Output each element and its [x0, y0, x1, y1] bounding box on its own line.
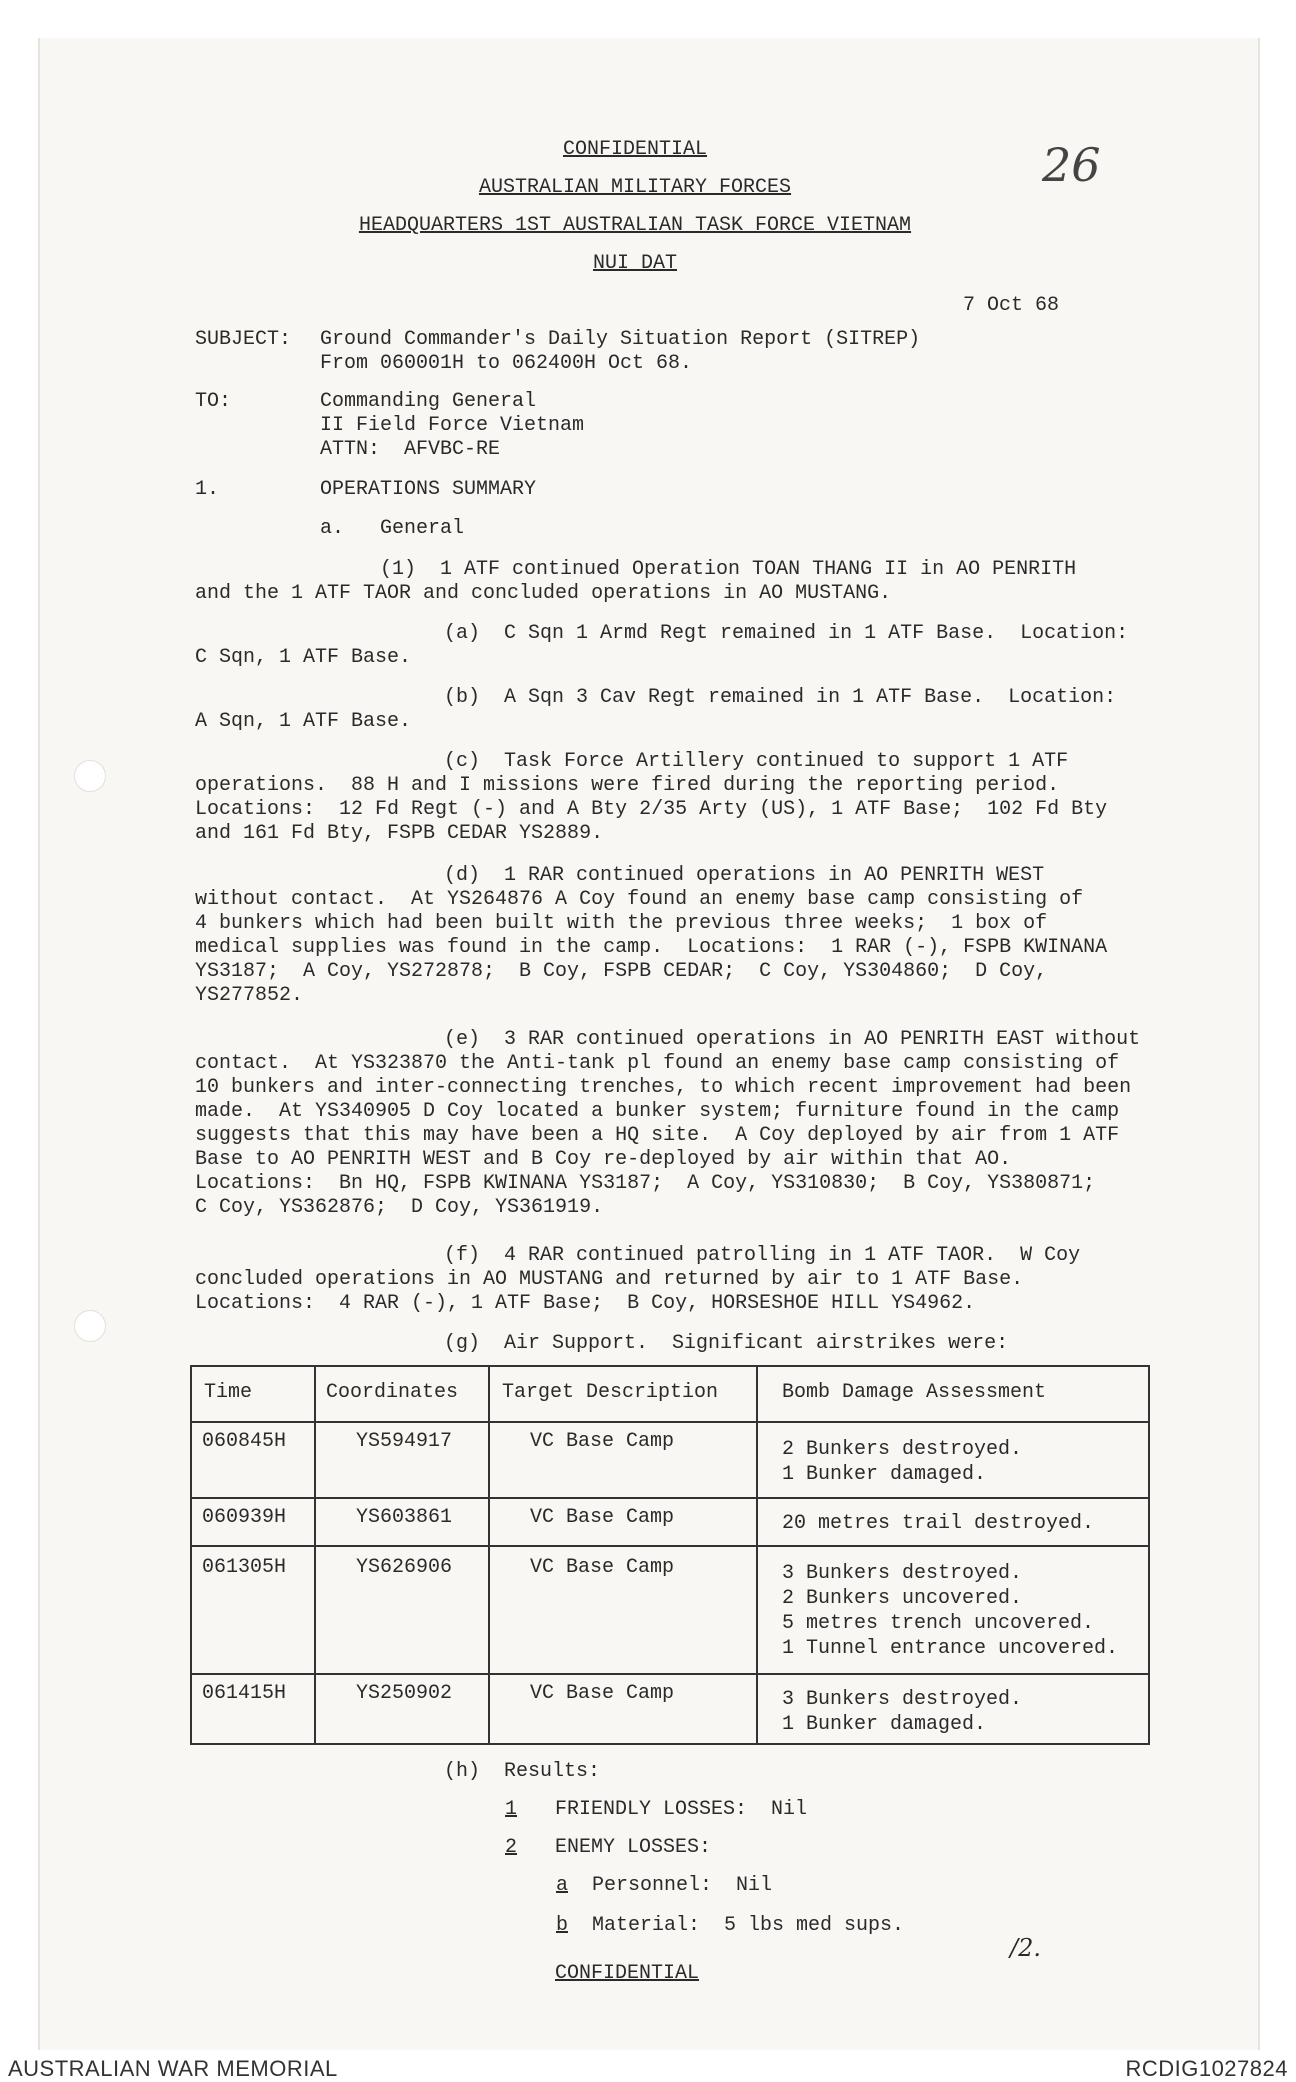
subject-label: SUBJECT:: [195, 328, 292, 351]
row-4-coordinates: YS250902: [356, 1682, 453, 1705]
to-label: TO:: [195, 390, 232, 413]
handwritten-folio-number: 26: [1042, 138, 1101, 192]
para-a-line-2: C Sqn, 1 ATF Base.: [195, 646, 412, 669]
enemy-material: Material: 5 lbs med sups.: [592, 1914, 905, 1937]
para-b-line-2: A Sqn, 1 ATF Base.: [195, 710, 412, 733]
header-time: Time: [204, 1381, 253, 1404]
row-4-time: 061415H: [202, 1682, 287, 1705]
footer-archive-name: AUSTRALIAN WAR MEMORIAL: [8, 2056, 338, 2081]
row-1-bda: 2 Bunkers destroyed. 1 Bunker damaged.: [782, 1438, 1023, 1486]
enemy-losses: ENEMY LOSSES:: [555, 1836, 712, 1859]
airstrikes-table: [190, 1365, 1150, 1745]
para-c-line-4: and 161 Fd Bty, FSPB CEDAR YS2889.: [195, 822, 604, 845]
para-f-line-1: (f) 4 RAR continued patrolling in 1 ATF TAOR. W Coy: [444, 1244, 1081, 1267]
organization-title: AUSTRALIAN MILITARY FORCES: [478, 176, 792, 199]
para-e-line-4: made. At YS340905 D Coy located a bunker system; furniture found in the camp: [195, 1100, 1120, 1123]
to-line-1: Commanding General: [320, 390, 537, 413]
row-1-time: 060845H: [202, 1430, 287, 1453]
para-1-line-1: (1) 1 ATF continued Operation TOAN THANG II in AO PENRITH: [380, 558, 1077, 581]
enemy-item-a-letter: a: [556, 1874, 569, 1897]
para-1-line-2: and the 1 ATF TAOR and concluded operations in AO MUSTANG.: [195, 582, 892, 605]
results-label: (h) Results:: [444, 1760, 601, 1783]
row-1-coordinates: YS594917: [356, 1430, 453, 1453]
section-title: OPERATIONS SUMMARY: [320, 478, 537, 501]
para-g-line-1: (g) Air Support. Significant airstrikes were:: [444, 1332, 1009, 1355]
footer-record-id: RCDIG1027824: [1125, 2056, 1288, 2081]
para-d-line-3: 4 bunkers which had been built with the previous three weeks; 1 box of: [195, 912, 1048, 935]
para-d-line-5: YS3187; A Coy, YS272878; B Coy, FSPB CEDAR; C Coy, YS304860; D Coy,: [195, 960, 1048, 983]
enemy-personnel: Personnel: Nil: [592, 1874, 773, 1897]
results-item-2-number: 2: [505, 1836, 518, 1859]
para-d-line-1: (d) 1 RAR continued operations in AO PENRITH WEST: [444, 864, 1045, 887]
location-title: NUI DAT: [592, 252, 677, 275]
row-4-target: VC Base Camp: [530, 1682, 675, 1705]
para-f-line-3: Locations: 4 RAR (-), 1 ATF Base; B Coy, HORSESHOE HILL YS4962.: [195, 1292, 976, 1315]
row-3-time: 061305H: [202, 1556, 287, 1579]
header-bomb-damage-assessment: Bomb Damage Assessment: [782, 1381, 1047, 1404]
para-c-line-2: operations. 88 H and I missions were fired during the reporting period.: [195, 774, 1060, 797]
row-2-bda: 20 metres trail destroyed.: [782, 1512, 1095, 1535]
headquarters-title: HEADQUARTERS 1ST AUSTRALIAN TASK FORCE VIETNAM: [358, 214, 912, 237]
subject-line-1: Ground Commander's Daily Situation Report (SITREP): [320, 328, 921, 351]
para-e-line-5: suggests that this may have been a HQ site. A Coy deployed by air from 1 ATF: [195, 1124, 1120, 1147]
para-b-line-1: (b) A Sqn 3 Cav Regt remained in 1 ATF Base. Location:: [444, 686, 1117, 709]
subsection-a: a. General: [320, 517, 465, 540]
page-continuation: /2.: [1010, 1934, 1041, 1962]
report-date: 7 Oct 68: [963, 294, 1060, 317]
punch-hole: [74, 760, 106, 792]
section-number: 1.: [195, 478, 220, 501]
para-a-line-1: (a) C Sqn 1 Armd Regt remained in 1 ATF Base. Location:: [444, 622, 1129, 645]
para-d-line-4: medical supplies was found in the camp. Locations: 1 RAR (-), FSPB KWINANA: [195, 936, 1108, 959]
row-3-target: VC Base Camp: [530, 1556, 675, 1579]
row-2-target: VC Base Camp: [530, 1506, 675, 1529]
enemy-item-b-letter: b: [556, 1914, 569, 1937]
classification-bottom: CONFIDENTIAL: [555, 1962, 700, 1985]
header-target-description: Target Description: [502, 1381, 719, 1404]
row-3-bda: 3 Bunkers destroyed. 2 Bunkers uncovered. 5 metres trench uncovered. 1 Tunnel entrance uncovered.: [782, 1562, 1119, 1660]
to-line-3: ATTN: AFVBC-RE: [320, 438, 501, 461]
para-f-line-2: concluded operations in AO MUSTANG and returned by air to 1 ATF Base.: [195, 1268, 1024, 1291]
row-3-coordinates: YS626906: [356, 1556, 453, 1579]
para-e-line-8: C Coy, YS362876; D Coy, YS361919.: [195, 1196, 604, 1219]
to-line-2: II Field Force Vietnam: [320, 414, 585, 437]
row-4-bda: 3 Bunkers destroyed. 1 Bunker damaged.: [782, 1688, 1023, 1736]
para-d-line-2: without contact. At YS264876 A Coy found an enemy base camp consisting of: [195, 888, 1084, 911]
classification-top: CONFIDENTIAL: [562, 138, 708, 161]
results-item-1-number: 1: [505, 1798, 518, 1821]
row-2-time: 060939H: [202, 1506, 287, 1529]
para-e-line-2: contact. At YS323870 the Anti-tank pl found an enemy base camp consisting of: [195, 1052, 1120, 1075]
para-c-line-1: (c) Task Force Artillery continued to support 1 ATF: [444, 750, 1069, 773]
para-e-line-6: Base to AO PENRITH WEST and B Coy re-deployed by air within that AO.: [195, 1148, 1012, 1171]
para-e-line-1: (e) 3 RAR continued operations in AO PENRITH EAST without: [444, 1028, 1141, 1051]
row-1-target: VC Base Camp: [530, 1430, 675, 1453]
para-c-line-3: Locations: 12 Fd Regt (-) and A Bty 2/35 Arty (US), 1 ATF Base; 102 Fd Bty: [195, 798, 1108, 821]
friendly-losses: FRIENDLY LOSSES: Nil: [555, 1798, 808, 1821]
punch-hole: [74, 1310, 106, 1342]
row-2-coordinates: YS603861: [356, 1506, 453, 1529]
para-e-line-7: Locations: Bn HQ, FSPB KWINANA YS3187; A Coy, YS310830; B Coy, YS380871;: [195, 1172, 1096, 1195]
para-e-line-3: 10 bunkers and inter-connecting trenches, to which recent improvement had been: [195, 1076, 1132, 1099]
subject-line-2: From 060001H to 062400H Oct 68.: [320, 352, 693, 375]
para-d-line-6: YS277852.: [195, 984, 304, 1007]
header-coordinates: Coordinates: [326, 1381, 459, 1404]
